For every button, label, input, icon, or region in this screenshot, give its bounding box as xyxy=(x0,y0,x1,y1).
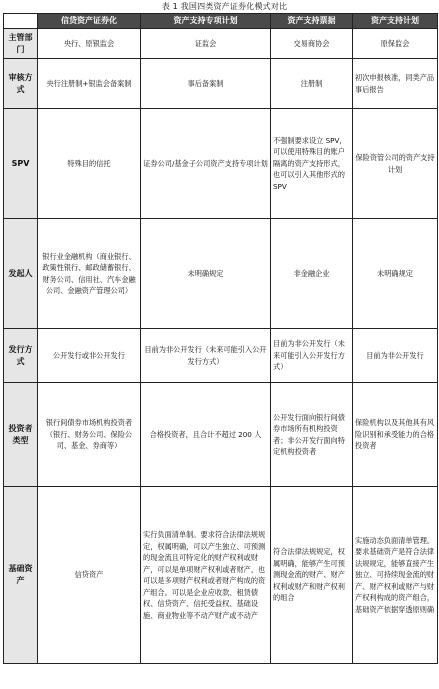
header-corner xyxy=(4,14,38,29)
table-cell: 公开发行或非公开发行 xyxy=(38,329,141,383)
header-credit-abs: 信贷资产证券化 xyxy=(38,14,141,29)
header-abn: 资产支持票据 xyxy=(271,14,353,29)
table-cell: 符合法律法规规定，权属明确，能够产生可预测现金流的财产、财产权利或财产和财产权利的组合 xyxy=(271,487,353,664)
table-cell: 银行业金融机构（商业银行、政策性银行、邮政储蓄银行、财务公司、信用社、汽车金融公司、金融资产管理公司） xyxy=(38,219,141,329)
table-cell: 实施动态负面清单管理。要求基础资产是符合法律法规规定，能够直接产生独立、可持续现金流的财产、财产权利或财产与财产权利构成的资产组合，基础资产依据穿透原则确 xyxy=(353,487,438,664)
table-row xyxy=(4,329,438,383)
table-cell: 银行间债券市场机构投资者（银行、财务公司、保险公司、基金、券商等） xyxy=(38,383,141,487)
header-support-plan: 资产支持计划 xyxy=(353,14,438,29)
table-row xyxy=(4,487,438,664)
table-cell: 央行注册制+银监会备案制 xyxy=(38,59,141,109)
comparison-table xyxy=(3,13,438,664)
table-row xyxy=(4,59,438,109)
table-cell: 信贷资产 xyxy=(38,487,141,664)
table-cell: 公开发行面向银行间债券市场所有机构投资者；非公开发行面向特定机构投资者 xyxy=(271,383,353,487)
table-cell: 目前为非公开发行 xyxy=(353,329,438,383)
table-cell: 事后备案制 xyxy=(141,59,271,109)
table-row xyxy=(4,29,438,59)
table-row xyxy=(4,109,438,219)
table-cell: 注册制 xyxy=(271,59,353,109)
table-cell: 目前为非公开发行（未来可能引入公开发行方式） xyxy=(141,329,271,383)
table-row xyxy=(4,219,438,329)
row-label: 发起人 xyxy=(4,219,38,329)
table-row xyxy=(4,383,438,487)
table-cell: 未明确规定 xyxy=(353,219,438,329)
row-label: 投资者类型 xyxy=(4,383,38,487)
table-cell: 央行、原银监会 xyxy=(38,29,141,59)
header-row xyxy=(4,14,438,29)
row-label: 基础资产 xyxy=(4,487,38,664)
header-special-plan: 资产支持专项计划 xyxy=(141,14,271,29)
table-cell: 未明确规定 xyxy=(141,219,271,329)
table-cell: 交易商协会 xyxy=(271,29,353,59)
table-cell: 初次申报核准，同类产品事后报告 xyxy=(353,59,438,109)
row-label: SPV xyxy=(4,109,38,219)
table-cell: 不强制要求设立 SPV，可以使用特殊目的账户隔离的资产支持形式，也可以引入其他形式的 SPV xyxy=(271,109,353,219)
table-cell: 实行负面清单制。要求符合法律法规规定，权属明确，可以产生独立、可预测的现金流且可特定化的财产权利或财产，可以是单项财产权利或者财产，也可以是多项财产权利或者财产构成的资产组合。可以是企业应收款、租赁债权、信贷资产、信托受益权、基础设施、商业物业等不动产财产或不动产 xyxy=(141,487,271,664)
table-cell: 目前为非公开发行（未来可能引入公开发行方式） xyxy=(271,329,353,383)
table-cell: 原保监会 xyxy=(353,29,438,59)
table-cell: 证监会 xyxy=(141,29,271,59)
table-cell: 保险资管公司的资产支持计划 xyxy=(353,109,438,219)
table-cell: 证券公司/基金子公司资产支持专项计划 xyxy=(141,109,271,219)
row-label: 发行方式 xyxy=(4,329,38,383)
table-cell: 非金融企业 xyxy=(271,219,353,329)
table-cell: 特殊目的信托 xyxy=(38,109,141,219)
row-label: 主管部门 xyxy=(4,29,38,59)
table-cell: 保险机构以及其他具有风险识别和承受能力的合格投资者 xyxy=(353,383,438,487)
table-cell: 合格投资者，且合计不超过 200 人 xyxy=(141,383,271,487)
table-caption: 表 1 我国四类资产证券化模式对比 xyxy=(161,2,288,11)
row-label: 审核方式 xyxy=(4,59,38,109)
